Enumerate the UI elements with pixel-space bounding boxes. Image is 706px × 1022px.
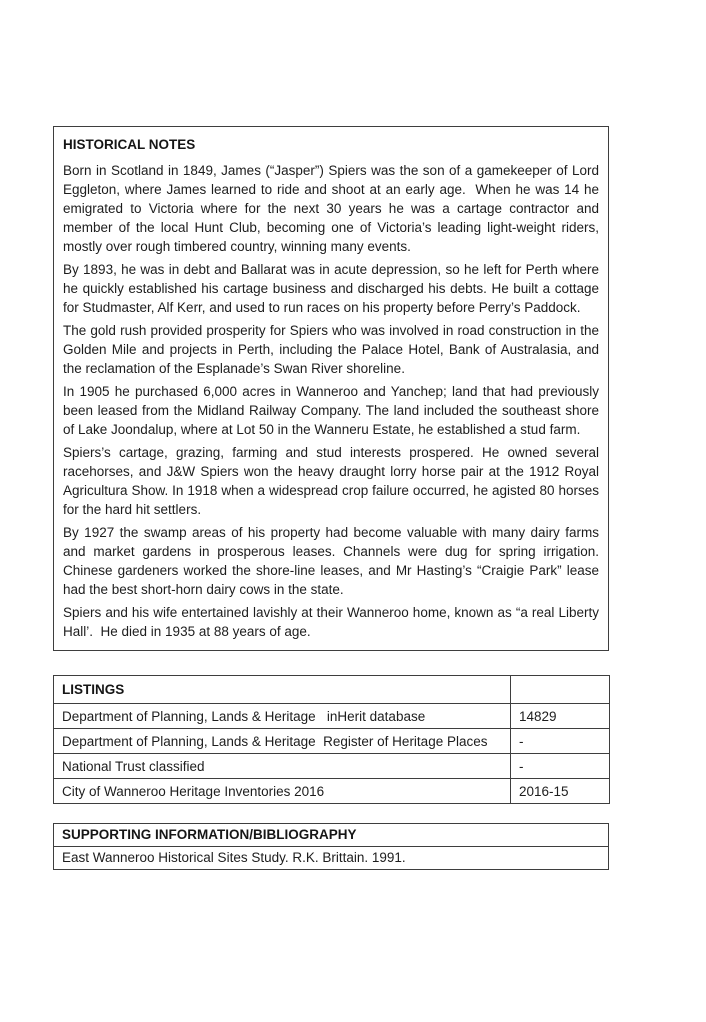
historical-notes-paragraph-4: In 1905 he purchased 6,000 acres in Wanneroo and Yanchep; land that had previously been leased from the Midland Railway Company. The land included the southeast shore of Lake Joondalup, where at Lot 50 in the Wanneru Estate, he established a stud farm. — [63, 384, 603, 437]
listings-row-inherit-database — [54, 704, 610, 729]
listing-value: - — [511, 729, 610, 754]
listing-value: 2016-15 — [511, 779, 610, 804]
supporting-entry: East Wanneroo Historical Sites Study. R.K. Brittain. 1991. — [54, 847, 609, 870]
listings-row-wanneroo-inventories — [54, 779, 610, 804]
historical-notes-paragraph-6: By 1927 the swamp areas of his property had become valuable with many dairy farms and market gardens in prosperous leases. Channels were dug for spring irrigation. Chinese gardeners worked the shore-line leases, and Mr Hasting’s “Craigie Park” lease had the best short-horn dairy cows in the state. — [63, 525, 603, 597]
listings-row-register-heritage-places — [54, 729, 610, 754]
supporting-information-section — [53, 823, 609, 870]
listings-row-national-trust — [54, 754, 610, 779]
listing-label: Department of Planning, Lands & Heritage Register of Heritage Places — [54, 729, 511, 754]
historical-notes-paragraph-5: Spiers’s cartage, grazing, farming and stud interests prospered. He owned several racehorses, and J&W Spiers won the heavy draught lorry horse pair at the 1912 Royal Agricultura Show. In 1918 when a widespread crop failure occurred, he agisted 80 horses for the hard hit settlers. — [63, 445, 603, 517]
listing-value: - — [511, 754, 610, 779]
listing-label: Department of Planning, Lands & Heritage inHerit database — [54, 704, 511, 729]
listings-title: LISTINGS — [54, 676, 511, 704]
historical-notes-title: HISTORICAL NOTES — [63, 137, 196, 152]
supporting-entry-row — [54, 847, 609, 870]
supporting-header-row — [54, 824, 609, 847]
listing-label: National Trust classified — [54, 754, 511, 779]
historical-notes-paragraph-1: Born in Scotland in 1849, James (“Jasper”) Spiers was the son of a gamekeeper of Lord Eggleton, where James learned to ride and shoot at an early age. When he was 14 he emigrated to Victoria where for the next 30 years he was a cartage contractor and member of the local Hunt Club, becoming one of Victoria’s leading light-weight riders, mostly over rough timbered country, winning many events. — [63, 163, 603, 254]
historical-notes-section — [53, 126, 609, 651]
listing-label: City of Wanneroo Heritage Inventories 2016 — [54, 779, 511, 804]
listings-header-spacer — [511, 676, 610, 704]
historical-notes-paragraph-3: The gold rush provided prosperity for Spiers who was involved in road construction in the Golden Mile and projects in Perth, including the Palace Hotel, Bank of Australasia, and the reclamation of the Esplanade’s Swan River shoreline. — [63, 323, 603, 376]
listing-value: 14829 — [511, 704, 610, 729]
document-page — [53, 126, 609, 870]
listings-table — [53, 675, 610, 804]
supporting-title: SUPPORTING INFORMATION/BIBLIOGRAPHY — [54, 824, 609, 847]
historical-notes-paragraph-7: Spiers and his wife entertained lavishly at their Wanneroo home, known as “a real Liberty Hall’. He died in 1935 at 88 years of age. — [63, 605, 603, 639]
listings-header-row — [54, 676, 610, 704]
historical-notes-paragraph-2: By 1893, he was in debt and Ballarat was in acute depression, so he left for Perth where he quickly established his cartage business and discharged his debts. He built a cottage for Studmaster, Alf Kerr, and used to run races on his property before Perry’s Paddock. — [63, 262, 603, 315]
